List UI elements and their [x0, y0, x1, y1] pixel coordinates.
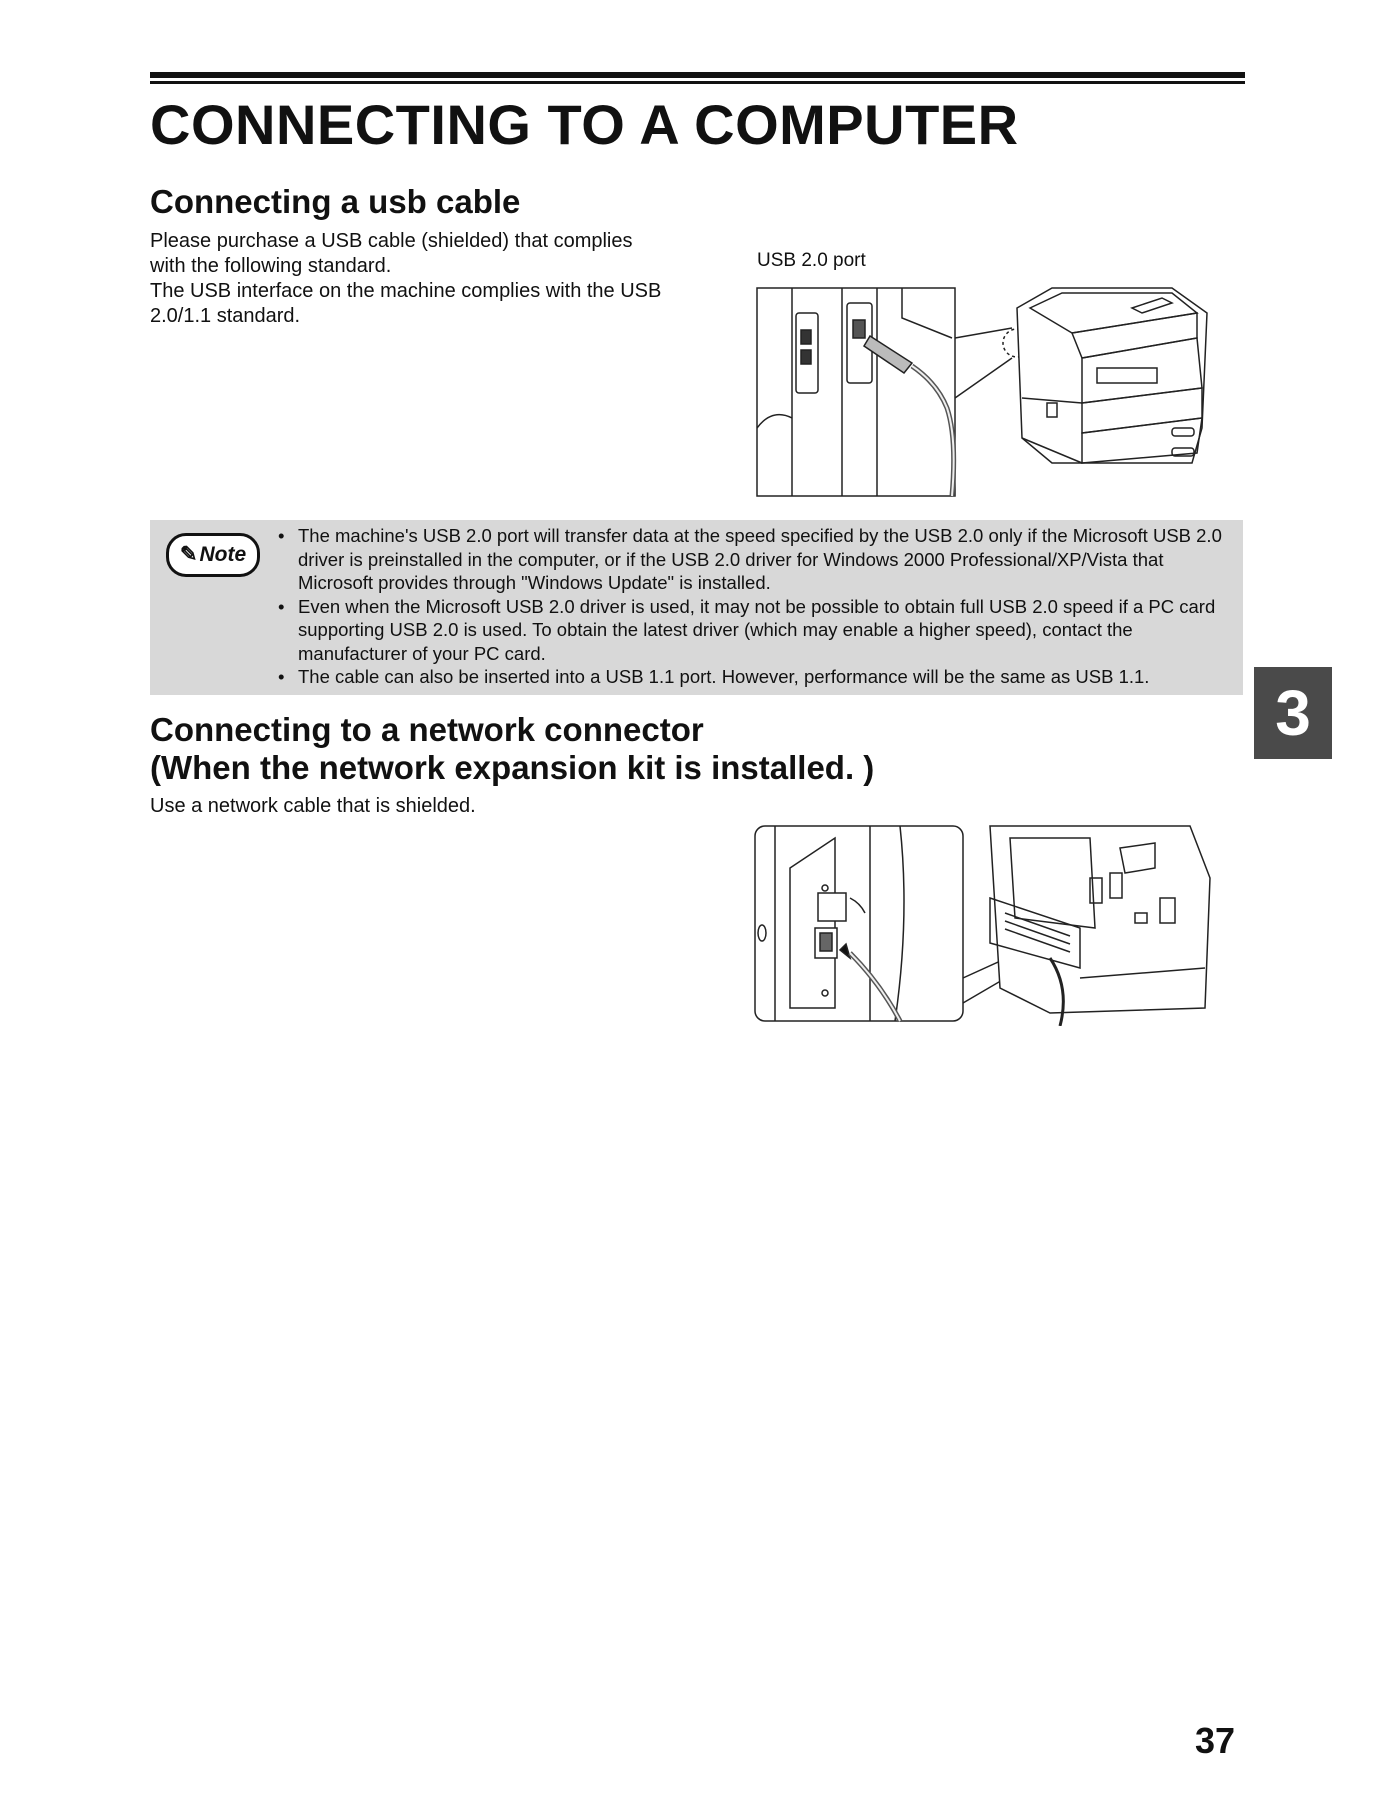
- usb-section-heading: Connecting a usb cable: [150, 183, 521, 220]
- note-list: [278, 524, 1228, 689]
- network-section-heading: [150, 711, 874, 787]
- note-item: • Even when the Microsoft USB 2.0 driver is used, it may not be possible to obtain full USB 2.0 speed if a PC card supporting USB 2.0 is used. To obtain the latest driver (which may enable a higher speed), contact the manufacturer of your PC card.: [278, 595, 1228, 666]
- note-box: [150, 520, 1243, 695]
- note-item: • The cable can also be inserted into a USB 1.1 port. However, performance will be the same as USB 1.1.: [278, 665, 1228, 689]
- header-rule-thick: [150, 72, 1245, 78]
- usb-paragraph-2: The USB interface on the machine complies with the USB 2.0/1.1 standard.: [150, 280, 662, 327]
- usb-connection-illustration: [752, 278, 1222, 500]
- usb-section-body: [150, 229, 670, 329]
- note-badge-label: Note: [199, 543, 247, 566]
- usb-port-label: USB 2.0 port: [757, 250, 866, 271]
- network-connection-illustration: [750, 818, 1220, 1026]
- network-section-body: Use a network cable that is shielded.: [150, 795, 476, 817]
- note-item: • The machine's USB 2.0 port will transfer data at the speed specified by the USB 2.0 only if the Microsoft USB 2.0 driver is preinstalled in the computer, or if the USB 2.0 driver for Windows 2000 Professional/XP/Vista that Microsoft provides through "Windows Update" is installed.: [278, 524, 1228, 595]
- page-title: CONNECTING TO A COMPUTER: [150, 93, 1019, 156]
- page-number: 37: [1195, 1720, 1236, 1761]
- usb-paragraph-1: Please purchase a USB cable (shielded) that complies with the following standard.: [150, 230, 633, 277]
- pencil-icon: ✎: [179, 543, 198, 566]
- network-heading-line-2: (When the network expansion kit is installed. ): [150, 749, 875, 786]
- chapter-tab: 3: [1254, 667, 1332, 759]
- header-rule-thin: [150, 81, 1245, 84]
- note-badge: [166, 533, 260, 577]
- network-heading-line-1: Connecting to a network connector: [150, 711, 704, 748]
